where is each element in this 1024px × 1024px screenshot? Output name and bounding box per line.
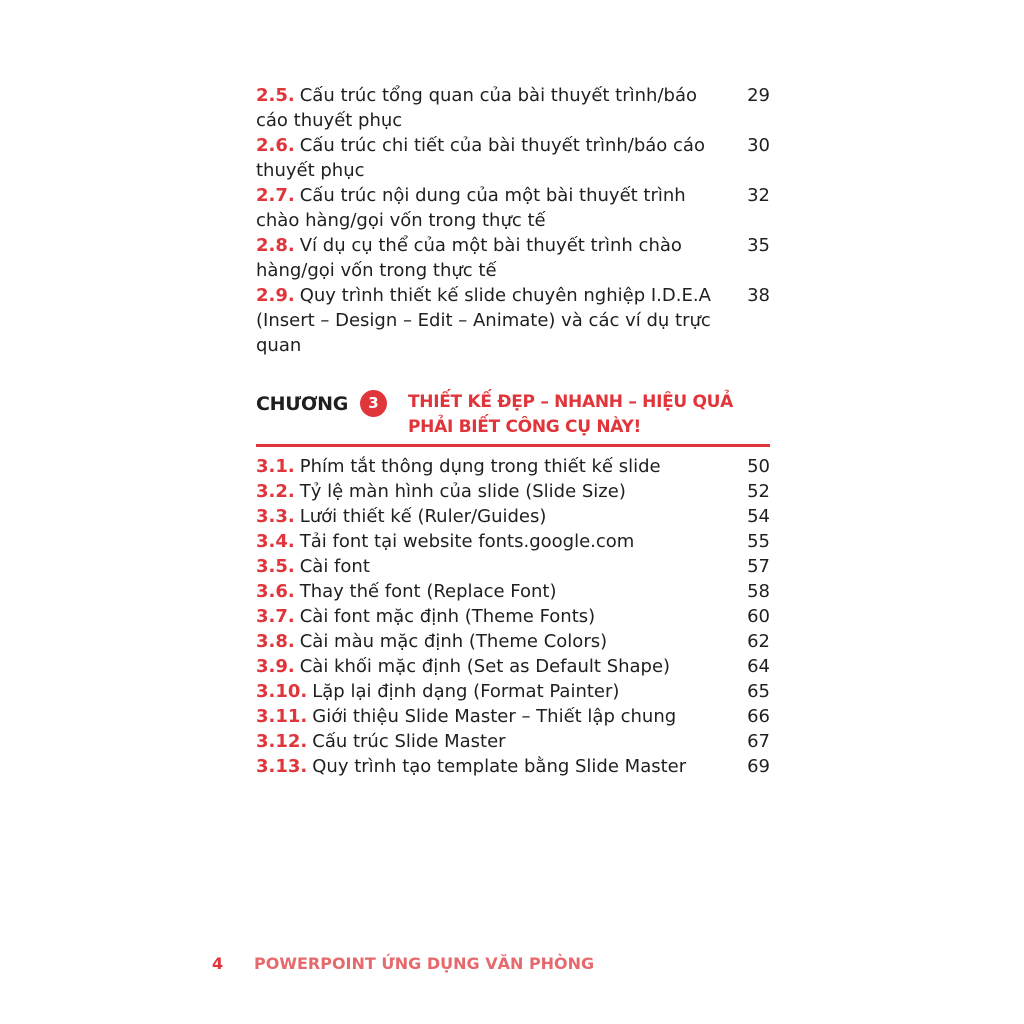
toc-entry-number: 2.6.	[256, 135, 295, 156]
toc-entry-page: 65	[747, 681, 770, 702]
toc-entry-page: 32	[747, 185, 770, 206]
toc-entry[interactable]	[256, 454, 770, 479]
toc-entry[interactable]	[256, 83, 770, 133]
toc-entry-text: Cấu trúc tổng quan của bài thuyết trình/báo cáo thuyết phục	[256, 85, 697, 131]
toc-entry-title	[256, 554, 722, 579]
toc-entry-text: Quy trình tạo template bằng Slide Master	[312, 756, 687, 777]
toc-entry[interactable]	[256, 233, 770, 283]
toc-entry-number: 3.13.	[256, 756, 308, 777]
toc-entry-page: 35	[747, 235, 770, 256]
toc-entry-title	[256, 679, 722, 704]
toc-entry-number: 3.7.	[256, 606, 295, 627]
toc-entry[interactable]	[256, 554, 770, 579]
toc-entry-title	[256, 654, 722, 679]
toc-entry-title	[256, 729, 722, 754]
toc-entry-title	[256, 283, 718, 358]
toc-entry-title	[256, 83, 718, 133]
toc-entry-text: Cấu trúc chi tiết của bài thuyết trình/báo cáo thuyết phục	[256, 135, 705, 181]
toc-entry-number: 2.5.	[256, 85, 295, 106]
toc-entry[interactable]	[256, 529, 770, 554]
toc-entry-title	[256, 454, 722, 479]
toc-chapter2-list	[256, 83, 770, 358]
toc-entry-text: Ví dụ cụ thể của một bài thuyết trình chào hàng/gọi vốn trong thực tế	[256, 235, 682, 281]
toc-entry[interactable]	[256, 754, 770, 779]
toc-entry-page: 52	[747, 481, 770, 502]
toc-entry-title	[256, 133, 718, 183]
toc-entry-page: 54	[747, 506, 770, 527]
toc-entry-text: Lưới thiết kế (Ruler/Guides)	[299, 506, 547, 527]
toc-entry-number: 3.2.	[256, 481, 295, 502]
toc-chapter3-list	[256, 454, 770, 779]
toc-entry-page: 57	[747, 556, 770, 577]
page-footer	[212, 954, 594, 973]
toc-entry-title	[256, 604, 722, 629]
toc-entry-page: 64	[747, 656, 770, 677]
toc-entry-title	[256, 629, 722, 654]
chapter-number-badge: 3	[360, 390, 387, 417]
toc-entry-page: 58	[747, 581, 770, 602]
toc-entry-title	[256, 479, 722, 504]
toc-entry-text: Giới thiệu Slide Master – Thiết lập chung	[312, 706, 677, 727]
toc-entry-page: 30	[747, 135, 770, 156]
toc-entry-text: Phím tắt thông dụng trong thiết kế slide	[299, 456, 661, 477]
toc-entry-text: Cài màu mặc định (Theme Colors)	[299, 631, 608, 652]
toc-entry-number: 3.1.	[256, 456, 295, 477]
toc-entry[interactable]	[256, 604, 770, 629]
footer-book-title: POWERPOINT ỨNG DỤNG VĂN PHÒNG	[254, 954, 595, 973]
toc-entry[interactable]	[256, 283, 770, 358]
toc-entry-number: 3.6.	[256, 581, 295, 602]
toc-entry[interactable]	[256, 704, 770, 729]
toc-entry[interactable]	[256, 679, 770, 704]
toc-entry-title	[256, 754, 722, 779]
toc-entry-title	[256, 529, 722, 554]
toc-entry-text: Quy trình thiết kế slide chuyên nghiệp I.D.E.A (Insert – Design – Edit – Animate) và các ví dụ trực quan	[256, 285, 711, 356]
toc-entry-text: Cài font	[299, 556, 370, 577]
chapter-title: THIẾT KẾ ĐẸP – NHANH – HIỆU QUẢ PHẢI BIẾT CÔNG CỤ NÀY!	[408, 392, 734, 437]
toc-entry-text: Cấu trúc Slide Master	[312, 731, 506, 752]
toc-entry-page: 69	[747, 756, 770, 777]
toc-entry-text: Cài khối mặc định (Set as Default Shape)	[299, 656, 671, 677]
toc-entry-number: 3.11.	[256, 706, 308, 727]
toc-entry[interactable]	[256, 133, 770, 183]
toc-entry[interactable]	[256, 629, 770, 654]
toc-entry-number: 2.7.	[256, 185, 295, 206]
toc-entry-text: Tỷ lệ màn hình của slide (Slide Size)	[299, 481, 626, 502]
toc-entry-number: 3.5.	[256, 556, 295, 577]
toc-entry-number: 2.8.	[256, 235, 295, 256]
toc-entry-page: 60	[747, 606, 770, 627]
toc-entry-page: 66	[747, 706, 770, 727]
toc-entry-title	[256, 183, 718, 233]
chapter-label: CHƯƠNG	[256, 393, 349, 415]
toc-entry-number: 3.8.	[256, 631, 295, 652]
toc-entry-text: Tải font tại website fonts.google.com	[299, 531, 635, 552]
toc-entry-number: 3.12.	[256, 731, 308, 752]
toc-entry-number: 3.4.	[256, 531, 295, 552]
toc-entry-number: 3.9.	[256, 656, 295, 677]
toc-entry[interactable]	[256, 579, 770, 604]
toc-entry-number: 3.10.	[256, 681, 308, 702]
toc-entry-title	[256, 579, 722, 604]
toc-entry[interactable]	[256, 654, 770, 679]
toc-entry-text: Cấu trúc nội dung của một bài thuyết trình chào hàng/gọi vốn trong thực tế	[256, 185, 686, 231]
toc-entry-text: Thay thế font (Replace Font)	[299, 581, 557, 602]
toc-entry-number: 3.3.	[256, 506, 295, 527]
toc-entry-title	[256, 704, 722, 729]
footer-page-number: 4	[212, 954, 224, 973]
toc-entry-page: 55	[747, 531, 770, 552]
toc-entry[interactable]	[256, 729, 770, 754]
toc-entry-page: 38	[747, 285, 770, 306]
toc-entry-title	[256, 504, 722, 529]
toc-entry-text: Cài font mặc định (Theme Fonts)	[299, 606, 596, 627]
toc-entry-number: 2.9.	[256, 285, 295, 306]
toc-entry-text: Lặp lại định dạng (Format Painter)	[312, 681, 620, 702]
toc-entry-page: 29	[747, 85, 770, 106]
chapter-header	[256, 388, 770, 447]
toc-entry-page: 50	[747, 456, 770, 477]
toc-entry-page: 67	[747, 731, 770, 752]
toc-entry-page: 62	[747, 631, 770, 652]
toc-entry[interactable]	[256, 479, 770, 504]
toc-entry-title	[256, 233, 718, 283]
toc-entry[interactable]	[256, 183, 770, 233]
toc-entry[interactable]	[256, 504, 770, 529]
